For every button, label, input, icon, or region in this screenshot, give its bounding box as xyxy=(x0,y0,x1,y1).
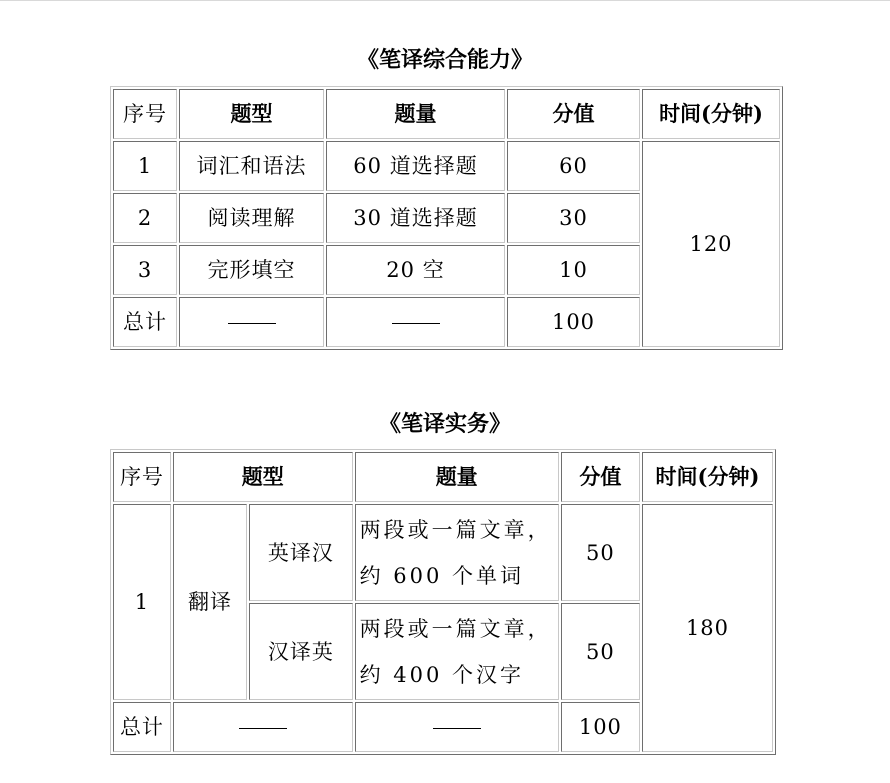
cell-category: 翻译 xyxy=(173,504,247,700)
cell-score: 10 xyxy=(507,245,640,295)
cell-seq: 1 xyxy=(113,504,171,700)
cell-score: 30 xyxy=(507,193,640,243)
header-type: 题型 xyxy=(179,89,324,139)
table-header-row xyxy=(113,452,773,502)
empty-dash xyxy=(173,702,353,752)
cell-score: 50 xyxy=(561,603,640,700)
cell-time: 120 xyxy=(642,141,780,347)
cell-score: 50 xyxy=(561,504,640,601)
total-label: 总计 xyxy=(113,297,177,347)
total-label: 总计 xyxy=(113,702,171,752)
cell-amount: 20 空 xyxy=(326,245,505,295)
total-score: 100 xyxy=(507,297,640,347)
cell-score: 60 xyxy=(507,141,640,191)
header-score: 分值 xyxy=(561,452,640,502)
cell-subtype: 汉译英 xyxy=(249,603,353,700)
table2-title: 《笔译实务》 xyxy=(378,411,511,437)
header-seq: 序号 xyxy=(113,452,171,502)
table-row xyxy=(113,504,773,601)
cell-amount: 60 道选择题 xyxy=(326,141,505,191)
header-score: 分值 xyxy=(507,89,640,139)
cell-type: 词汇和语法 xyxy=(179,141,324,191)
cell-seq: 2 xyxy=(113,193,177,243)
header-amount: 题量 xyxy=(355,452,559,502)
table-header-row xyxy=(113,89,780,139)
header-seq: 序号 xyxy=(113,89,177,139)
table1-title: 《笔译综合能力》 xyxy=(356,47,533,73)
comprehensive-ability-table xyxy=(110,86,783,350)
cell-amount: 30 道选择题 xyxy=(326,193,505,243)
cell-amount: 两段或一篇文章，约 600 个单词 xyxy=(355,504,559,601)
cell-seq: 1 xyxy=(113,141,177,191)
header-time: 时间(分钟) xyxy=(642,89,780,139)
cell-subtype: 英译汉 xyxy=(249,504,353,601)
cell-type: 阅读理解 xyxy=(179,193,324,243)
cell-type: 完形填空 xyxy=(179,245,324,295)
empty-dash xyxy=(326,297,505,347)
practice-table xyxy=(110,449,776,755)
cell-seq: 3 xyxy=(113,245,177,295)
dash-line xyxy=(228,323,276,324)
table-row xyxy=(113,141,780,191)
dash-line xyxy=(392,323,440,324)
top-divider xyxy=(0,0,890,1)
cell-amount: 两段或一篇文章，约 400 个汉字 xyxy=(355,603,559,700)
dash-line xyxy=(239,728,287,729)
header-time: 时间(分钟) xyxy=(642,452,773,502)
empty-dash xyxy=(179,297,324,347)
header-type: 题型 xyxy=(173,452,353,502)
empty-dash xyxy=(355,702,559,752)
cell-time: 180 xyxy=(642,504,773,752)
dash-line xyxy=(433,728,481,729)
total-score: 100 xyxy=(561,702,640,752)
header-amount: 题量 xyxy=(326,89,505,139)
